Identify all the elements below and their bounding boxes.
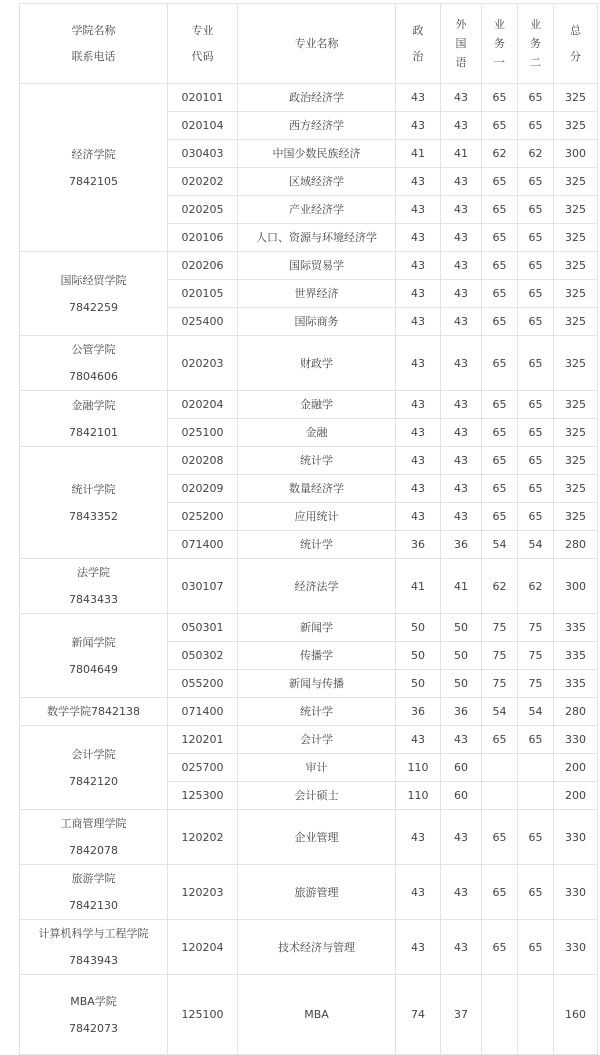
header-course1 <box>482 4 518 84</box>
major-code: 020204 <box>168 391 238 419</box>
major-code: 020105 <box>168 280 238 308</box>
major-code: 055200 <box>168 670 238 698</box>
major-code: 020104 <box>168 112 238 140</box>
course2-score: 65 <box>518 196 554 224</box>
course1-score <box>482 754 518 782</box>
politics-score: 36 <box>396 531 441 559</box>
major-name: 财政学 <box>238 336 396 391</box>
politics-score: 43 <box>396 224 441 252</box>
total-score: 325 <box>554 84 598 112</box>
course2-score <box>518 754 554 782</box>
course1-score: 65 <box>482 726 518 754</box>
major-code: 120201 <box>168 726 238 754</box>
total-score: 325 <box>554 308 598 336</box>
major-code: 120202 <box>168 810 238 865</box>
foreign-language-score: 43 <box>441 447 482 475</box>
header-major: 专业名称 <box>238 4 396 84</box>
college-name: 新闻学院 <box>71 635 116 649</box>
foreign-language-score: 60 <box>441 754 482 782</box>
course1-score: 65 <box>482 112 518 140</box>
major-code: 020208 <box>168 447 238 475</box>
header-code-2: 代码 <box>191 49 214 63</box>
college-name: 统计学院 <box>71 482 116 496</box>
course2-score: 65 <box>518 168 554 196</box>
major-code: 030107 <box>168 559 238 614</box>
table-row <box>20 920 598 975</box>
politics-score: 43 <box>396 726 441 754</box>
major-name: 中国少数民族经济 <box>238 140 396 168</box>
course1-score: 65 <box>482 419 518 447</box>
major-name: 会计学 <box>238 726 396 754</box>
course1-score: 54 <box>482 531 518 559</box>
politics-score: 43 <box>396 419 441 447</box>
major-code: 050301 <box>168 614 238 642</box>
table-row <box>20 252 598 280</box>
politics-score: 41 <box>396 559 441 614</box>
course2-score: 75 <box>518 670 554 698</box>
major-code: 020209 <box>168 475 238 503</box>
college-cell <box>20 84 168 252</box>
major-code: 030403 <box>168 140 238 168</box>
foreign-language-score: 43 <box>441 391 482 419</box>
header-course2 <box>518 4 554 84</box>
course2-score: 75 <box>518 642 554 670</box>
header-row <box>20 4 598 84</box>
major-name: 西方经济学 <box>238 112 396 140</box>
college-name: 工商管理学院 <box>60 817 127 830</box>
total-score: 325 <box>554 447 598 475</box>
table-row <box>20 614 598 642</box>
header-total-2: 分 <box>570 49 581 63</box>
total-score: 325 <box>554 391 598 419</box>
politics-score: 43 <box>396 336 441 391</box>
course1-score: 62 <box>482 559 518 614</box>
major-code: 020202 <box>168 168 238 196</box>
politics-score: 43 <box>396 280 441 308</box>
foreign-language-score: 43 <box>441 280 482 308</box>
header-college-name: 学院名称 <box>71 23 116 37</box>
major-name: 区域经济学 <box>238 168 396 196</box>
college-phone: 7842101 <box>69 425 118 439</box>
college-name: 计算机科学与工程学院 <box>38 927 149 940</box>
college-phone: 7842130 <box>69 899 118 912</box>
major-code: 020101 <box>168 84 238 112</box>
major-name: 新闻学 <box>238 614 396 642</box>
foreign-language-score: 43 <box>441 168 482 196</box>
total-score: 325 <box>554 503 598 531</box>
major-name: 旅游管理 <box>238 865 396 920</box>
college-name: 金融学院 <box>71 398 116 412</box>
college-cell <box>20 447 168 559</box>
foreign-language-score: 50 <box>441 670 482 698</box>
course2-score: 65 <box>518 308 554 336</box>
foreign-language-score: 60 <box>441 782 482 810</box>
college-phone: 7842259 <box>69 300 118 314</box>
major-name: 人口、资源与环境经济学 <box>238 224 396 252</box>
foreign-language-score: 43 <box>441 196 482 224</box>
course1-score: 65 <box>482 447 518 475</box>
total-score: 200 <box>554 782 598 810</box>
course2-score: 65 <box>518 726 554 754</box>
foreign-language-score: 41 <box>441 559 482 614</box>
total-score: 325 <box>554 280 598 308</box>
course1-score: 65 <box>482 168 518 196</box>
total-score: 325 <box>554 168 598 196</box>
course2-score <box>518 975 554 1055</box>
total-score: 280 <box>554 698 598 726</box>
total-score: 325 <box>554 252 598 280</box>
table-row <box>20 336 598 391</box>
table-row <box>20 975 598 1055</box>
header-total-1: 总 <box>570 23 581 37</box>
college-name: 旅游学院 <box>71 872 116 885</box>
course2-score: 65 <box>518 112 554 140</box>
course1-score <box>482 782 518 810</box>
college-name: 国际经贸学院 <box>60 273 127 287</box>
foreign-language-score: 43 <box>441 84 482 112</box>
major-code: 020205 <box>168 196 238 224</box>
college-phone: 7842073 <box>69 1021 118 1035</box>
foreign-language-score: 36 <box>441 531 482 559</box>
course2-score: 65 <box>518 810 554 865</box>
politics-score: 43 <box>396 447 441 475</box>
course1-score: 62 <box>482 140 518 168</box>
header-total <box>554 4 598 84</box>
major-name: 金融学 <box>238 391 396 419</box>
course2-score: 65 <box>518 84 554 112</box>
course2-score: 62 <box>518 559 554 614</box>
major-code: 050302 <box>168 642 238 670</box>
total-score: 325 <box>554 336 598 391</box>
major-name: 国际贸易学 <box>238 252 396 280</box>
politics-score: 36 <box>396 698 441 726</box>
course1-score: 65 <box>482 308 518 336</box>
course1-score: 65 <box>482 810 518 865</box>
politics-score: 43 <box>396 391 441 419</box>
major-name: 审计 <box>238 754 396 782</box>
politics-score: 74 <box>396 975 441 1055</box>
course2-score: 65 <box>518 419 554 447</box>
total-score: 335 <box>554 642 598 670</box>
total-score: 325 <box>554 112 598 140</box>
major-name: MBA <box>238 975 396 1055</box>
politics-score: 43 <box>396 810 441 865</box>
course2-score: 65 <box>518 224 554 252</box>
college-phone: 7843352 <box>69 509 118 523</box>
college-name: 法学院 <box>77 566 110 579</box>
header-course1-3: 一 <box>494 56 505 69</box>
major-name: 会计硕士 <box>238 782 396 810</box>
major-code: 025200 <box>168 503 238 531</box>
college-name: 会计学院 <box>71 747 116 761</box>
major-code: 025400 <box>168 308 238 336</box>
table-row <box>20 698 598 726</box>
header-college-phone: 联系电话 <box>71 49 116 63</box>
foreign-language-score: 43 <box>441 336 482 391</box>
header-politics-2: 治 <box>412 49 424 63</box>
header-foreign <box>441 4 482 84</box>
header-course1-1: 业 <box>494 18 505 31</box>
politics-score: 43 <box>396 252 441 280</box>
foreign-language-score: 50 <box>441 614 482 642</box>
foreign-language-score: 43 <box>441 726 482 754</box>
course2-score: 65 <box>518 391 554 419</box>
college-name: 数学学院7842138 <box>47 705 140 718</box>
college-name: 公管学院 <box>71 343 116 356</box>
major-name: 技术经济与管理 <box>238 920 396 975</box>
politics-score: 50 <box>396 642 441 670</box>
college-name: 经济学院 <box>71 147 116 161</box>
header-course2-1: 业 <box>530 18 541 31</box>
politics-score: 43 <box>396 308 441 336</box>
foreign-language-score: 43 <box>441 810 482 865</box>
major-name: 经济法学 <box>238 559 396 614</box>
major-code: 120203 <box>168 865 238 920</box>
major-name: 统计学 <box>238 447 396 475</box>
politics-score: 43 <box>396 475 441 503</box>
politics-score: 50 <box>396 614 441 642</box>
major-code: 020106 <box>168 224 238 252</box>
course1-score: 65 <box>482 391 518 419</box>
header-course2-2: 务 <box>530 37 541 50</box>
politics-score: 50 <box>396 670 441 698</box>
foreign-language-score: 43 <box>441 865 482 920</box>
total-score: 300 <box>554 140 598 168</box>
course2-score: 65 <box>518 920 554 975</box>
foreign-language-score: 43 <box>441 224 482 252</box>
politics-score: 43 <box>396 112 441 140</box>
total-score: 325 <box>554 419 598 447</box>
header-politics-1: 政 <box>412 23 424 37</box>
college-phone: 7843433 <box>69 593 118 606</box>
foreign-language-score: 43 <box>441 308 482 336</box>
foreign-language-score: 41 <box>441 140 482 168</box>
total-score: 325 <box>554 475 598 503</box>
major-code: 020203 <box>168 336 238 391</box>
major-name: 统计学 <box>238 531 396 559</box>
major-name: 新闻与传播 <box>238 670 396 698</box>
foreign-language-score: 43 <box>441 503 482 531</box>
college-cell <box>20 698 168 726</box>
header-foreign-3: 语 <box>455 56 467 69</box>
table-row <box>20 391 598 419</box>
politics-score: 41 <box>396 140 441 168</box>
table-row <box>20 559 598 614</box>
college-phone: 7842105 <box>69 174 118 188</box>
total-score: 330 <box>554 920 598 975</box>
major-name: 世界经济 <box>238 280 396 308</box>
course1-score <box>482 975 518 1055</box>
header-college <box>20 4 168 84</box>
major-code: 025100 <box>168 419 238 447</box>
politics-score: 43 <box>396 920 441 975</box>
major-name: 产业经济学 <box>238 196 396 224</box>
major-code: 071400 <box>168 531 238 559</box>
course2-score: 62 <box>518 140 554 168</box>
college-cell <box>20 920 168 975</box>
course1-score: 75 <box>482 614 518 642</box>
course1-score: 65 <box>482 920 518 975</box>
table-row <box>20 84 598 112</box>
course2-score: 65 <box>518 447 554 475</box>
total-score: 330 <box>554 810 598 865</box>
total-score: 200 <box>554 754 598 782</box>
course1-score: 54 <box>482 698 518 726</box>
header-foreign-2: 国 <box>455 37 467 50</box>
college-cell <box>20 336 168 391</box>
total-score: 325 <box>554 224 598 252</box>
foreign-language-score: 37 <box>441 975 482 1055</box>
major-code: 025700 <box>168 754 238 782</box>
foreign-language-score: 36 <box>441 698 482 726</box>
major-name: 数量经济学 <box>238 475 396 503</box>
course2-score: 65 <box>518 336 554 391</box>
course1-score: 65 <box>482 196 518 224</box>
college-phone: 7804649 <box>69 662 118 676</box>
total-score: 300 <box>554 559 598 614</box>
major-name: 统计学 <box>238 698 396 726</box>
politics-score: 43 <box>396 168 441 196</box>
total-score: 330 <box>554 726 598 754</box>
major-code: 125300 <box>168 782 238 810</box>
foreign-language-score: 50 <box>441 642 482 670</box>
score-table <box>19 3 598 1055</box>
course2-score: 54 <box>518 531 554 559</box>
college-cell <box>20 810 168 865</box>
politics-score: 43 <box>396 84 441 112</box>
table-body <box>20 84 598 1055</box>
politics-score: 43 <box>396 865 441 920</box>
course2-score: 75 <box>518 614 554 642</box>
college-phone: 7843943 <box>69 954 118 967</box>
major-name: 政治经济学 <box>238 84 396 112</box>
major-code: 120204 <box>168 920 238 975</box>
table-row <box>20 810 598 865</box>
course1-score: 65 <box>482 336 518 391</box>
course1-score: 65 <box>482 503 518 531</box>
course1-score: 65 <box>482 865 518 920</box>
foreign-language-score: 43 <box>441 920 482 975</box>
course1-score: 65 <box>482 252 518 280</box>
course1-score: 65 <box>482 475 518 503</box>
course2-score: 65 <box>518 280 554 308</box>
course2-score: 65 <box>518 865 554 920</box>
foreign-language-score: 43 <box>441 475 482 503</box>
college-cell <box>20 614 168 698</box>
header-course2-3: 二 <box>530 56 541 69</box>
header-course1-2: 务 <box>494 37 505 50</box>
college-cell <box>20 865 168 920</box>
major-name: 传播学 <box>238 642 396 670</box>
course1-score: 65 <box>482 280 518 308</box>
total-score: 335 <box>554 670 598 698</box>
college-cell <box>20 559 168 614</box>
politics-score: 110 <box>396 754 441 782</box>
politics-score: 110 <box>396 782 441 810</box>
course2-score <box>518 782 554 810</box>
politics-score: 43 <box>396 503 441 531</box>
header-code <box>168 4 238 84</box>
total-score: 325 <box>554 196 598 224</box>
college-cell <box>20 391 168 447</box>
course2-score: 65 <box>518 252 554 280</box>
course1-score: 65 <box>482 224 518 252</box>
major-code: 125100 <box>168 975 238 1055</box>
major-name: 企业管理 <box>238 810 396 865</box>
major-code: 071400 <box>168 698 238 726</box>
table-row <box>20 726 598 754</box>
college-cell <box>20 975 168 1055</box>
college-phone: 7842078 <box>69 844 118 857</box>
politics-score: 43 <box>396 196 441 224</box>
major-name: 国际商务 <box>238 308 396 336</box>
header-foreign-1: 外 <box>455 18 467 31</box>
total-score: 160 <box>554 975 598 1055</box>
college-phone: 7804606 <box>69 370 118 383</box>
course2-score: 65 <box>518 503 554 531</box>
header-politics <box>396 4 441 84</box>
college-name: MBA学院 <box>70 994 117 1008</box>
major-code: 020206 <box>168 252 238 280</box>
foreign-language-score: 43 <box>441 112 482 140</box>
major-name: 应用统计 <box>238 503 396 531</box>
foreign-language-score: 43 <box>441 252 482 280</box>
course1-score: 75 <box>482 670 518 698</box>
total-score: 335 <box>554 614 598 642</box>
foreign-language-score: 43 <box>441 419 482 447</box>
total-score: 280 <box>554 531 598 559</box>
course1-score: 65 <box>482 84 518 112</box>
course2-score: 54 <box>518 698 554 726</box>
table-row <box>20 865 598 920</box>
total-score: 330 <box>554 865 598 920</box>
table-row <box>20 447 598 475</box>
course1-score: 75 <box>482 642 518 670</box>
major-name: 金融 <box>238 419 396 447</box>
college-phone: 7842120 <box>69 774 118 788</box>
college-cell <box>20 726 168 810</box>
course2-score: 65 <box>518 475 554 503</box>
college-cell <box>20 252 168 336</box>
header-code-1: 专业 <box>191 23 214 37</box>
